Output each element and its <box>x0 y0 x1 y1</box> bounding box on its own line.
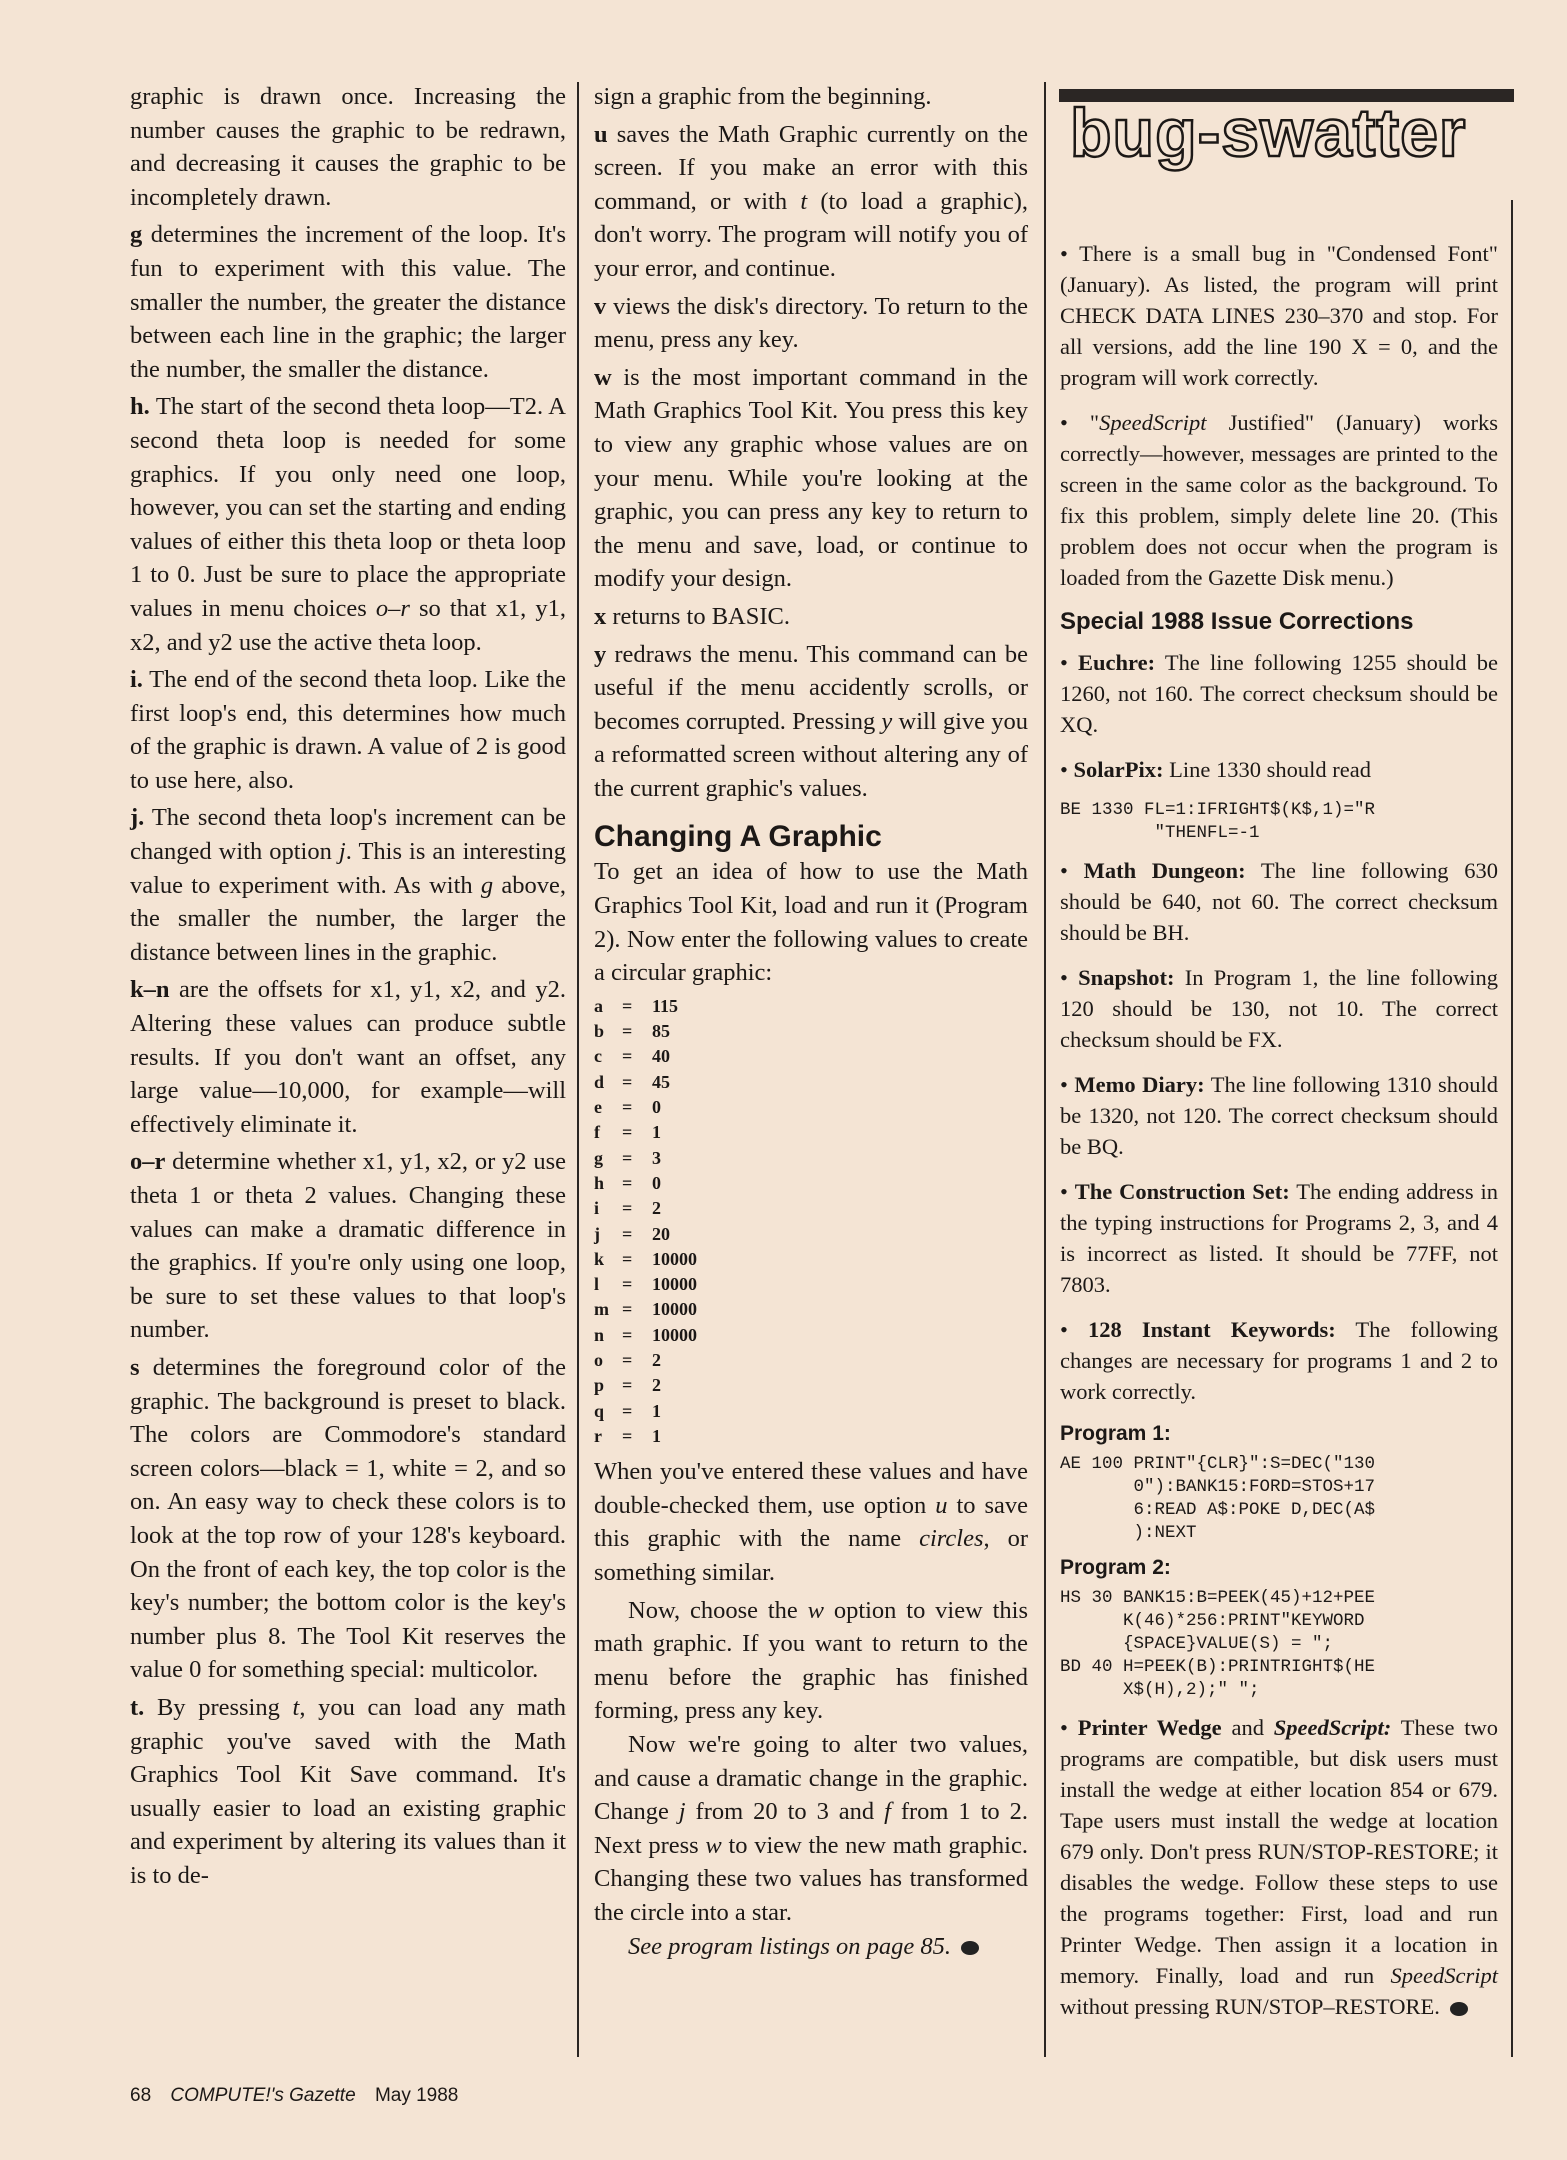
text-run: from 20 to 3 and <box>685 1798 885 1826</box>
text-run: to save this graphic with the name <box>594 1491 1028 1553</box>
paragraph <box>1060 962 1498 1055</box>
text-run: • <box>1060 858 1084 883</box>
emphasis-text: o–r <box>130 1148 166 1176</box>
value-row <box>594 1297 1028 1322</box>
option-value: 10000 <box>652 1274 697 1295</box>
emphasis-text: y <box>881 707 893 735</box>
text-run: are the offsets for x1, y1, x2, and y2. Altering these values can produce subtle results. If you don't want an offset, any large value—10,000, for example—will effectively eliminate it. <box>130 976 566 1138</box>
text-run: redraws the menu. This command can be useful if the menu accidently scrolls, or becomes corrupted. Pressing <box>594 640 1028 735</box>
option-value: 40 <box>652 1046 670 1067</box>
text-run: • " <box>1060 410 1100 435</box>
text-run: The line following 630 should be 640, not 60. The correct checksum should be BH. <box>1060 858 1498 945</box>
corrections-heading: Special 1988 Issue Corrections <box>1060 608 1414 635</box>
value-row <box>594 1373 1028 1398</box>
paragraph <box>594 1728 1028 1930</box>
equals-sign: = <box>622 1400 633 1421</box>
text-run: returns to BASIC. <box>606 602 790 630</box>
text-run: from 1 to 2. Next press <box>594 1798 1028 1859</box>
emphasis-text: t. <box>130 1693 145 1721</box>
equals-sign: = <box>622 1046 633 1067</box>
emphasis-text: SpeedScript: <box>1273 1715 1392 1740</box>
paragraph <box>1060 1712 1498 2022</box>
paragraph <box>1060 855 1498 948</box>
paragraph <box>594 1930 1028 1964</box>
emphasis-text: Math Dungeon: <box>1083 858 1246 883</box>
option-letter: i <box>594 1198 600 1219</box>
text-run: • <box>1060 1179 1075 1204</box>
text-run: When you've entered these values and have double-checked them, use option <box>594 1458 1028 1519</box>
column-1-body <box>130 80 566 1892</box>
text-run: The line following 1255 should be 1260, not 160. The correct checksum should be XQ. <box>1060 650 1498 737</box>
option-letter: n <box>594 1324 605 1345</box>
end-mark-icon <box>961 1941 979 1955</box>
paragraph <box>594 1594 1028 1728</box>
paragraph <box>1060 1176 1498 1300</box>
paragraph <box>594 600 1028 634</box>
equals-sign: = <box>622 1299 633 1320</box>
value-row <box>594 1070 1028 1095</box>
bug-swatter-logo: bug-swatter <box>1070 95 1467 171</box>
text-run: will give you a reformatted screen without altering any of the current graphic's values. <box>594 707 1029 802</box>
paragraph <box>130 1145 566 1347</box>
text-run: • <box>1060 650 1079 675</box>
emphasis-text: i. <box>130 666 143 694</box>
equals-sign: = <box>622 1172 633 1193</box>
bug-swatter-column <box>1060 238 1498 2036</box>
text-run: The ending address in the typing instructions for Programs 2, 3, and 4 is incorrect as listed. It should be 77FF, not 7803. <box>1060 1179 1498 1297</box>
equals-sign: = <box>622 1021 633 1042</box>
emphasis-text: Snapshot: <box>1078 965 1175 990</box>
emphasis-text: Memo Diary: <box>1074 1072 1205 1097</box>
text-run: to view the new math graphic. Changing these two values has transformed the circle into a star. <box>594 1831 1028 1926</box>
instructions-text <box>594 1455 1028 1963</box>
emphasis-text: SpeedScript <box>1390 1963 1498 1988</box>
paragraph <box>1060 647 1498 740</box>
text-run: • <box>1060 965 1079 990</box>
option-value: 2 <box>652 1375 661 1396</box>
emphasis-text: w <box>705 1831 722 1859</box>
emphasis-text: j <box>678 1798 686 1826</box>
emphasis-text: x <box>594 602 607 630</box>
option-value: 1 <box>652 1122 661 1143</box>
value-row <box>594 1348 1028 1373</box>
equals-sign: = <box>622 995 633 1016</box>
issue-date: May 1988 <box>374 2085 459 2106</box>
emphasis-text: w <box>807 1596 824 1624</box>
paragraph <box>594 80 1028 114</box>
emphasis-text: j <box>338 838 346 866</box>
column-1 <box>130 80 566 1896</box>
emphasis-text: t <box>800 187 808 215</box>
emphasis-text: k–n <box>130 976 170 1004</box>
paragraph <box>130 973 566 1141</box>
paragraph <box>594 638 1028 806</box>
text-run: • <box>1060 1715 1078 1740</box>
emphasis-text: Euchre: <box>1078 650 1156 675</box>
option-value: 20 <box>652 1223 670 1244</box>
emphasis-text: j. <box>130 804 145 832</box>
option-value: 1 <box>652 1400 661 1421</box>
text-run: so that x1, y1, x2, and y2 use the active theta loop. <box>130 594 566 656</box>
equals-sign: = <box>622 1350 633 1370</box>
text-run: • <box>1060 1317 1088 1342</box>
option-letter: r <box>594 1425 602 1446</box>
option-letter: l <box>594 1274 600 1295</box>
text-run: and <box>1221 1715 1274 1740</box>
value-row <box>594 1019 1028 1044</box>
column-divider <box>1044 82 1046 2057</box>
text-run: • <box>1060 757 1074 782</box>
text-run: graphic is drawn once. Increasing the number causes the graphic to be redrawn, and decreasing it causes the graphic to be incompletely drawn. <box>130 83 566 211</box>
magazine-name: COMPUTE!'s Gazette <box>170 2085 356 2106</box>
emphasis-text: v <box>594 292 607 320</box>
emphasis-text: circles <box>919 1525 984 1553</box>
paragraph <box>130 801 566 969</box>
emphasis-text: 128 Instant Keywords: <box>1087 1317 1336 1342</box>
text-run: determines the increment of the loop. It's fun to experiment with this value. The smaller the number, the greater the distance between each line in the graphic; the larger the number, the smaller the distance. <box>130 221 566 383</box>
value-row <box>594 1095 1028 1120</box>
values-table <box>594 994 1028 1449</box>
text-run: determine whether x1, y1, x2, or y2 use theta 1 or theta 2 values. Changing these values can make a dramatic difference in the graphics. If you're only using one loop, be sure to set these values to that loop's number. <box>130 1148 566 1344</box>
text-run: , you can load any math graphic you've saved with the Math Graphics Tool Kit Save command. It's usually easier to load an existing graphic and experiment by altering its values than it is to de- <box>130 1693 567 1889</box>
option-value: 45 <box>652 1071 670 1092</box>
text-run: . This is an interesting value to experiment with. As with <box>130 838 567 899</box>
option-letter: a <box>594 995 603 1016</box>
equals-sign: = <box>622 1147 633 1168</box>
text-run: The start of the second theta loop—T2. A second theta loop is needed for some graphics. If you only need one loop, however, you can set the starting and ending values of either this theta loop or theta loop 1 to 0. Just be sure to place the appropriate values in menu choices <box>130 393 566 622</box>
column-2 <box>594 80 1028 1963</box>
option-value: 2 <box>652 1350 661 1370</box>
option-value: 10000 <box>652 1248 697 1269</box>
emphasis-text: h. <box>130 393 150 421</box>
paragraph <box>130 1691 566 1893</box>
option-letter: o <box>594 1350 603 1370</box>
emphasis-text: t <box>292 1693 300 1721</box>
text-run: sign a graphic from the beginning. <box>594 83 932 110</box>
equals-sign: = <box>622 1274 633 1295</box>
text-run: , or something similar. <box>594 1525 1028 1586</box>
code-listing-program-2: HS 30 BANK15:B=PEEK(45)+12+PEE K(46)*256:PRINT"KEYWORD {SPACE}VALUE(S) = "; BD 40 H=PEEK(B):PRINTRIGHT$(HE X$(H),2);" "; <box>1060 1588 1376 1700</box>
text-run: The following changes are necessary for programs 1 and 2 to work correctly. <box>1060 1317 1498 1404</box>
value-row <box>594 1247 1028 1272</box>
paragraph <box>594 361 1028 596</box>
equals-sign: = <box>622 1097 633 1118</box>
option-letter: j <box>594 1223 600 1244</box>
text-run: without pressing RUN/STOP–RESTORE. <box>1060 1994 1440 2019</box>
option-letter: k <box>594 1248 605 1269</box>
equals-sign: = <box>622 1425 633 1446</box>
text-run: determines the foreground color of the graphic. The background is preset to black. The colors are Commodore's standard screen colors—black = 1, white = 2, and so on. An easy way to check these colors is to look at the top row of your 128's keyboard. On the front of each key, the top color is the key's number; the bottom color is the key's number plus 8. The Tool Kit reserves the value 0 for something special: multicolor. <box>130 1353 566 1684</box>
end-mark-icon <box>1450 2002 1468 2016</box>
value-row <box>594 1222 1028 1247</box>
option-letter: b <box>594 1021 605 1042</box>
equals-sign: = <box>622 1223 633 1244</box>
section-heading: Changing A Graphic <box>594 820 882 854</box>
option-value: 85 <box>652 1021 670 1042</box>
column-divider <box>577 82 579 2057</box>
text-run: The line following 1310 should be 1320, not 120. The correct checksum should be BQ. <box>1060 1072 1498 1159</box>
sidebar-border <box>1511 200 1513 2057</box>
option-letter: d <box>594 1071 605 1092</box>
emphasis-text: y <box>594 640 607 668</box>
paragraph <box>1060 754 1498 785</box>
corrections-list <box>1060 1712 1498 2022</box>
paragraph <box>594 1455 1028 1589</box>
intro-text <box>594 855 1028 989</box>
text-run: These two programs are compatible, but disk users must install the wedge at either location 854 or 679. Tape users must install the wedge at location 679 only. Don't press RUN/STOP-RESTORE; it disables the wedge. Follow these steps to use the programs together: First, load and run Printer Wedge. Then assign it a location in memory. Finally, load and run <box>1060 1715 1498 1988</box>
emphasis-text: g <box>480 871 494 899</box>
option-letter: m <box>594 1299 609 1320</box>
paragraph <box>130 218 566 386</box>
equals-sign: = <box>622 1122 633 1143</box>
emphasis-text: f <box>884 1798 891 1826</box>
text-run: The second theta loop's increment can be changed with option <box>130 804 566 866</box>
text-run: is the most important command in the Math Graphics Tool Kit. You press this key to view any graphic whose values are on your menu. While you're looking at the graphic, you can press any key to return to the menu and save, load, or continue to modify your design. <box>594 363 1028 593</box>
value-row <box>594 1196 1028 1221</box>
value-row <box>594 1272 1028 1297</box>
equals-sign: = <box>622 1198 633 1219</box>
corrections-list <box>1060 855 1498 1407</box>
option-letter: h <box>594 1172 605 1193</box>
text-run: views the disk's directory. To return to the menu, press any key. <box>594 292 1028 354</box>
option-letter: e <box>594 1097 602 1118</box>
emphasis-text: Printer Wedge <box>1077 1715 1222 1740</box>
equals-sign: = <box>622 1071 633 1092</box>
text-run: Line 1330 should read <box>1163 757 1371 782</box>
value-row <box>594 1171 1028 1196</box>
emphasis-text: SolarPix: <box>1073 757 1164 782</box>
bug-swatter-intro <box>1060 238 1498 593</box>
value-row <box>594 994 1028 1019</box>
option-letter: q <box>594 1400 605 1421</box>
option-value: 0 <box>652 1172 661 1193</box>
code-listing-program-1: AE 100 PRINT"{CLR}":S=DEC("130 0"):BANK15:FORD=STOS+17 6:READ A$:POKE D,DEC(A$ ):NEXT <box>1060 1454 1376 1543</box>
equals-sign: = <box>622 1375 633 1396</box>
equals-sign: = <box>622 1324 633 1345</box>
text-run: above, the smaller the number, the larger the distance between lines in the graphic. <box>130 871 567 966</box>
paragraph <box>594 290 1028 357</box>
value-row <box>594 1424 1028 1449</box>
emphasis-text: SpeedScript <box>1099 410 1207 435</box>
program-1-label: Program 1: <box>1060 1422 1171 1445</box>
text-run: option to view this math graphic. If you want to return to the menu before the graphic has finished forming, press any key. <box>594 1596 1028 1725</box>
paragraph <box>130 390 566 659</box>
text-run: Now we're going to alter two values, and cause a dramatic change in the graphic. Change <box>594 1730 1028 1826</box>
paragraph <box>1060 407 1498 593</box>
paragraph <box>594 118 1028 286</box>
emphasis-text: The Construction Set: <box>1074 1179 1290 1204</box>
emphasis-text: s <box>130 1353 140 1381</box>
page-footer <box>130 2085 472 2107</box>
value-row <box>594 1399 1028 1424</box>
value-row <box>594 1120 1028 1145</box>
emphasis-text: o–r <box>375 594 410 622</box>
option-value: 0 <box>652 1097 661 1118</box>
column-2-body <box>594 80 1028 805</box>
program-2-label: Program 2: <box>1060 1556 1171 1579</box>
option-value: 3 <box>652 1147 661 1168</box>
text-run: • <box>1060 1072 1075 1097</box>
text-run: By pressing <box>144 1693 293 1721</box>
paragraph <box>1060 1314 1498 1407</box>
option-letter: g <box>594 1147 603 1168</box>
option-value: 115 <box>652 995 679 1016</box>
value-row <box>594 1323 1028 1348</box>
paragraph <box>130 1351 566 1687</box>
text-run: • There is a small bug in "Condensed Font" (January). As listed, the program will print CHECK DATA LINES 230–370 and stop. For all versions, add the line 190 X = 0, and the program will work correctly. <box>1060 241 1498 390</box>
text-run: To get an idea of how to use the Math Graphics Tool Kit, load and run it (Program 2). Now enter the following values to create a circular graphic: <box>594 858 1028 987</box>
page-number: 68 <box>130 2085 152 2106</box>
equals-sign: = <box>622 1248 633 1269</box>
option-letter: p <box>594 1375 605 1396</box>
text-run: In Program 1, the line following 120 should be 130, not 10. The correct checksum should be FX. <box>1060 965 1498 1052</box>
paragraph <box>130 80 566 214</box>
value-row <box>594 1044 1028 1069</box>
paragraph <box>594 855 1028 989</box>
emphasis-text: u <box>594 120 608 148</box>
emphasis-text: g <box>130 221 143 249</box>
option-letter: c <box>594 1046 602 1067</box>
value-row <box>594 1146 1028 1171</box>
text-run: saves the Math Graphic currently on the screen. If you make an error with this command, or with <box>594 120 1028 215</box>
text-run: Justified" (January) works correctly—however, messages are printed to the screen in the same color as the background. To fix this problem, simply delete line 20. (This problem does not occur when the program is loaded from the Gazette Disk menu.) <box>1060 410 1499 590</box>
option-value: 2 <box>652 1198 661 1219</box>
option-value: 10000 <box>652 1299 697 1320</box>
code-listing-solarpix: BE 1330 FL=1:IFRIGHT$(K$,1)="R "THENFL=-1 <box>1060 800 1376 843</box>
option-value: 1 <box>652 1425 661 1446</box>
paragraph <box>1060 1069 1498 1162</box>
emphasis-text: w <box>594 363 612 391</box>
text-run: The end of the second theta loop. Like the first loop's end, this determines how much of the graphic is drawn. A value of 2 is good to use here, also. <box>130 666 566 794</box>
paragraph <box>1060 238 1498 393</box>
option-letter: f <box>594 1122 600 1143</box>
emphasis-text: See program listings on page 85. <box>628 1932 952 1960</box>
emphasis-text: u <box>935 1491 948 1519</box>
text-run: (to load a graphic), don't worry. The program will notify you of your error, and continue. <box>594 187 1028 282</box>
text-run: Now, choose the <box>628 1596 808 1624</box>
corrections-list <box>1060 647 1498 785</box>
option-value: 10000 <box>652 1324 697 1345</box>
paragraph <box>130 663 566 797</box>
